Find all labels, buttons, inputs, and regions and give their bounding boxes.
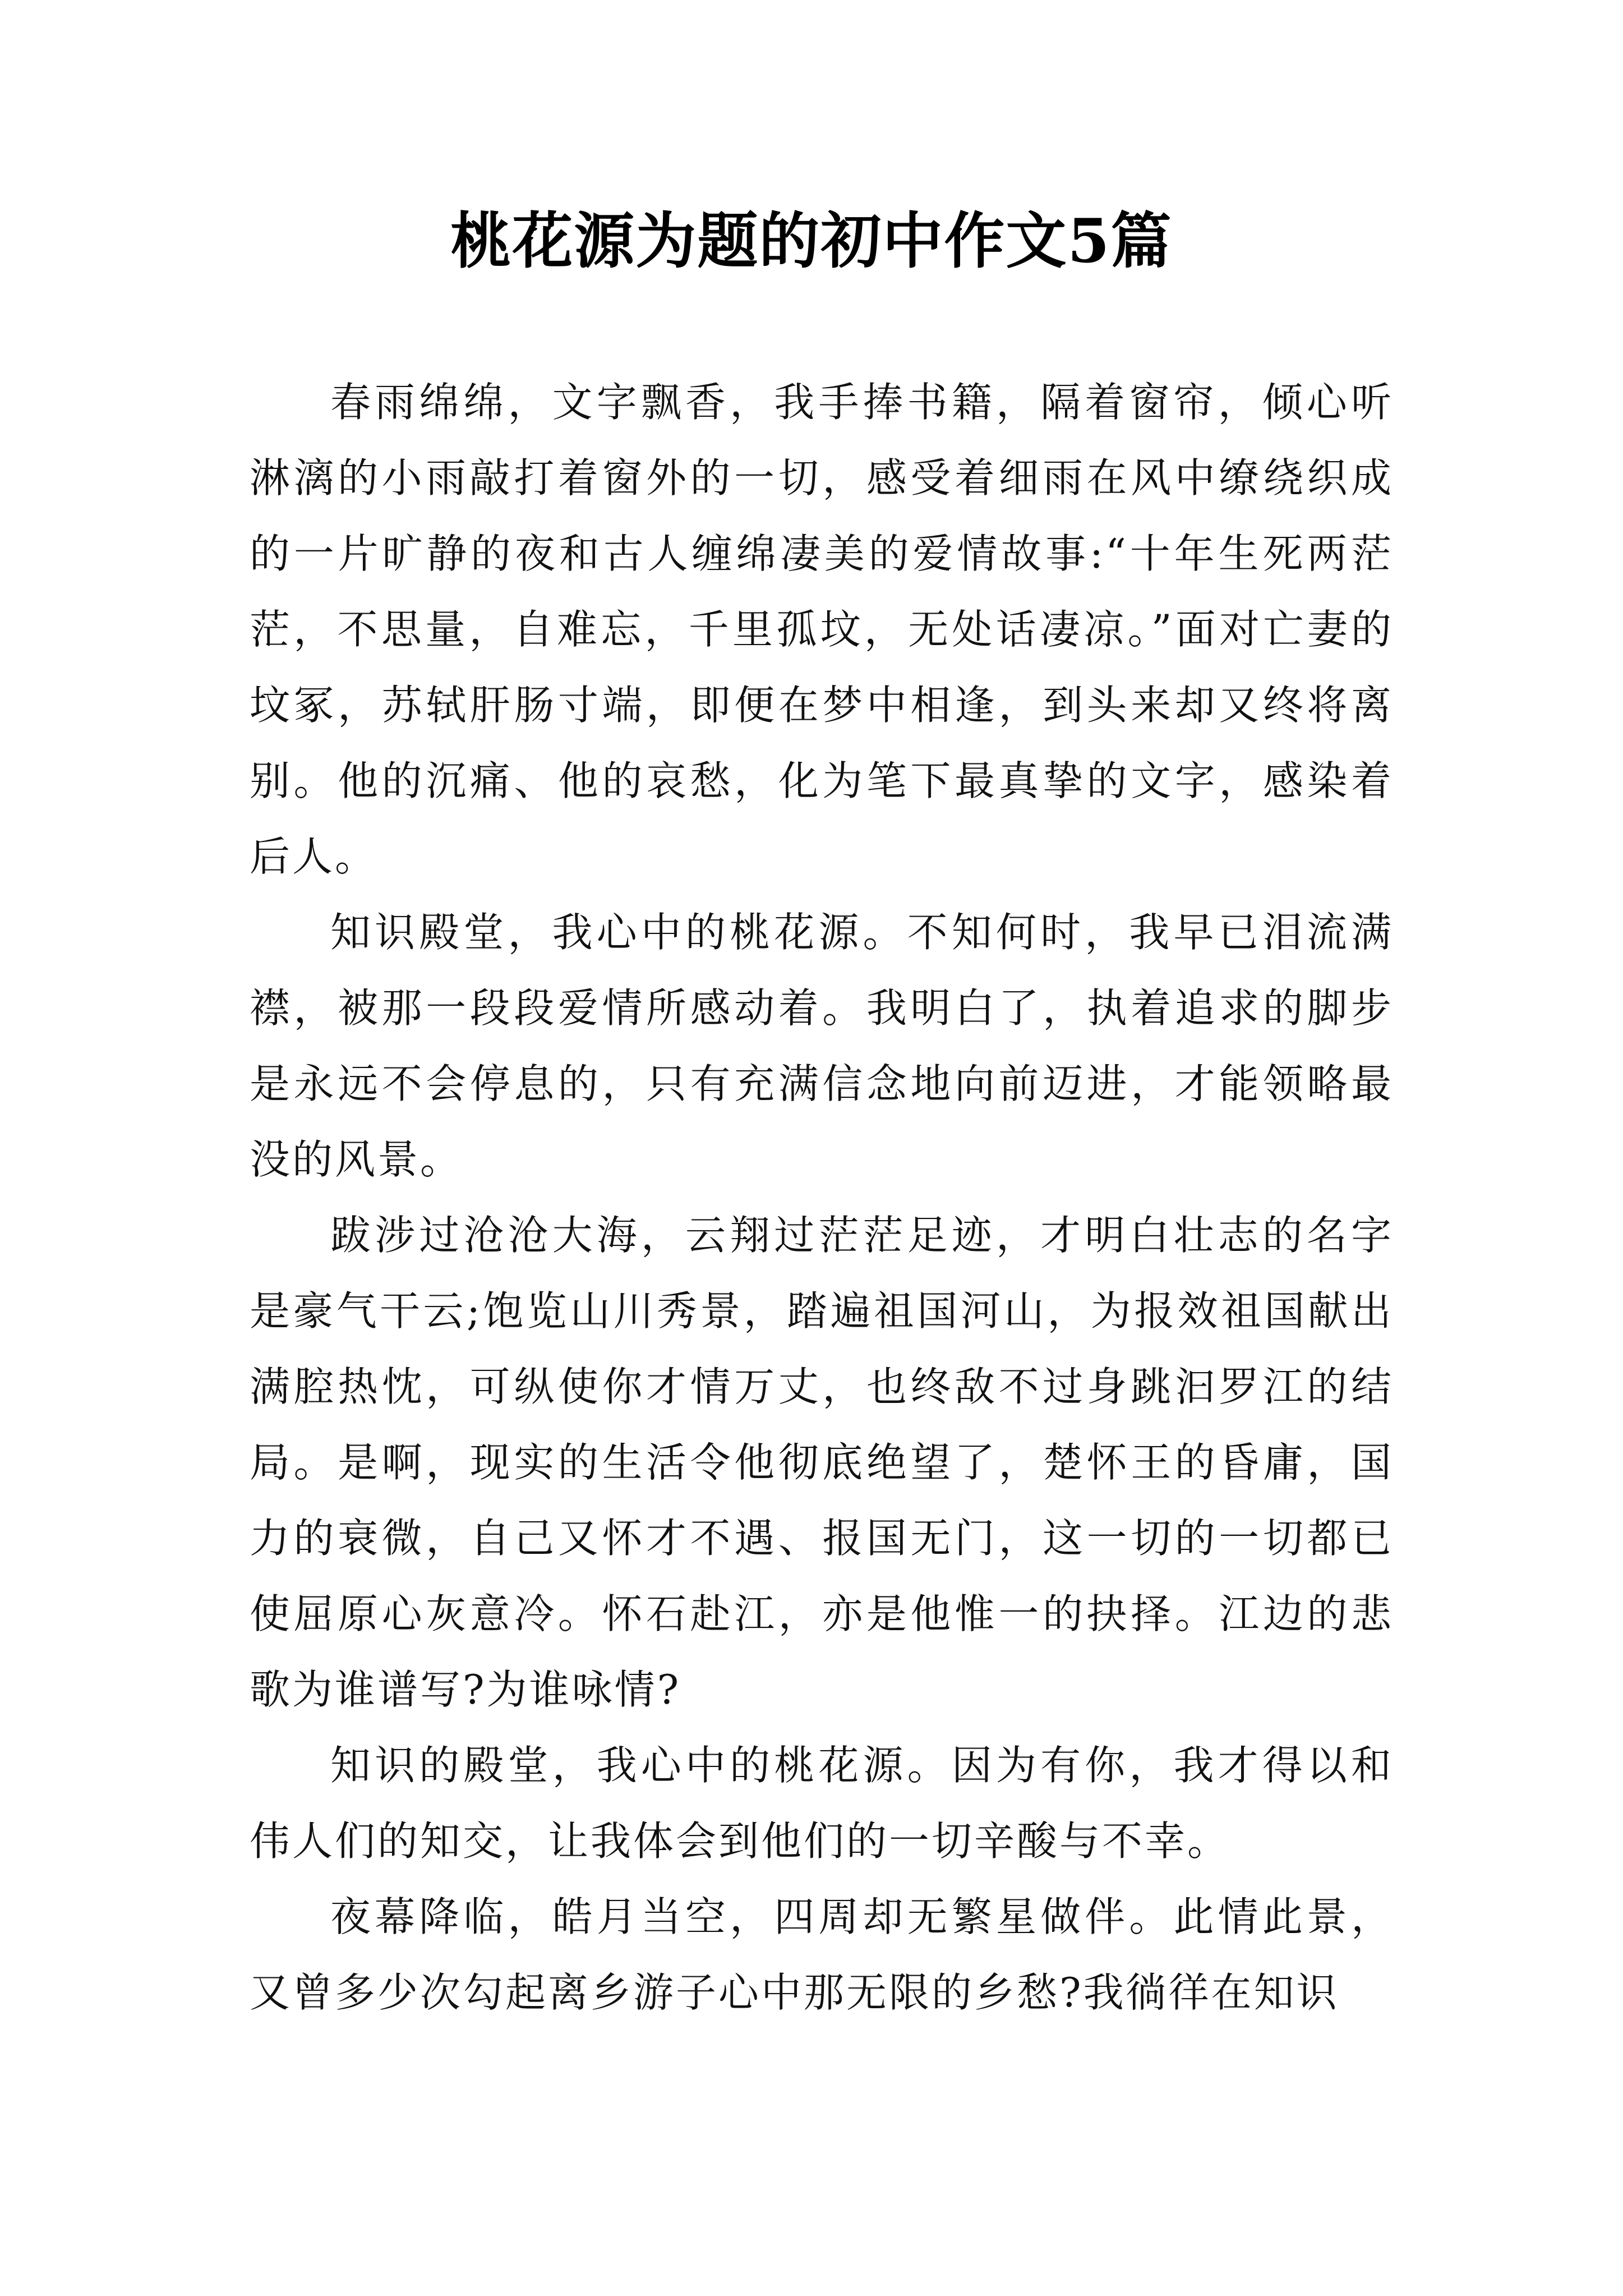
document-title: 桃花源为题的初中作文5篇 xyxy=(450,206,1173,277)
paragraph: 跋涉过沧沧大海，云翔过茫茫足迹，才明白壮志的名字是豪气干云;饱览山川秀景，踏遍祖国河山，为报效祖国献出满腔热忱，可纵使你才情万丈，也终敌不过身跳汩罗江的结局。是啊，现实的生活令他彻底绝望了，楚怀王的昏庸，国力的衰微，自己又怀才不遇、报国无门，这一切的一切都已使屈原心灰意冷。怀石赴江，亦是他惟一的抉择。江边的悲歌为谁谱写?为谁咏情? xyxy=(250,1212,1394,1713)
paragraph: 夜幕降临，皓月当空，四周却无繁星做伴。此情此景，又曾多少次勾起离乡游子心中那无限的乡愁?我徜徉在知识 xyxy=(250,1893,1394,2016)
paragraph: 春雨绵绵，文字飘香，我手捧书籍，隔着窗帘，倾心听淋漓的小雨敲打着窗外的一切，感受着细雨在风中缭绕织成的一片旷静的夜和古人缠绵凄美的爱情故事:“十年生死两茫茫，不思量，自难忘，千里孤坟，无处话凄凉。”面对亡妻的坟冢，苏轼肝肠寸端，即便在梦中相逢，到头来却又终将离别。他的沉痛、他的哀愁，化为笔下最真挚的文字，感染着后人。 xyxy=(250,379,1394,880)
paragraph: 知识的殿堂，我心中的桃花源。因为有你，我才得以和伟人们的知交，让我体会到他们的一切辛酸与不幸。 xyxy=(250,1742,1394,1865)
paragraph: 知识殿堂，我心中的桃花源。不知何时，我早已泪流满襟，被那一段段爱情所感动着。我明白了，执着追求的脚步是永远不会停息的，只有充满信念地向前迈进，才能领略最没的风景。 xyxy=(250,909,1394,1183)
document-body xyxy=(250,365,1394,2031)
